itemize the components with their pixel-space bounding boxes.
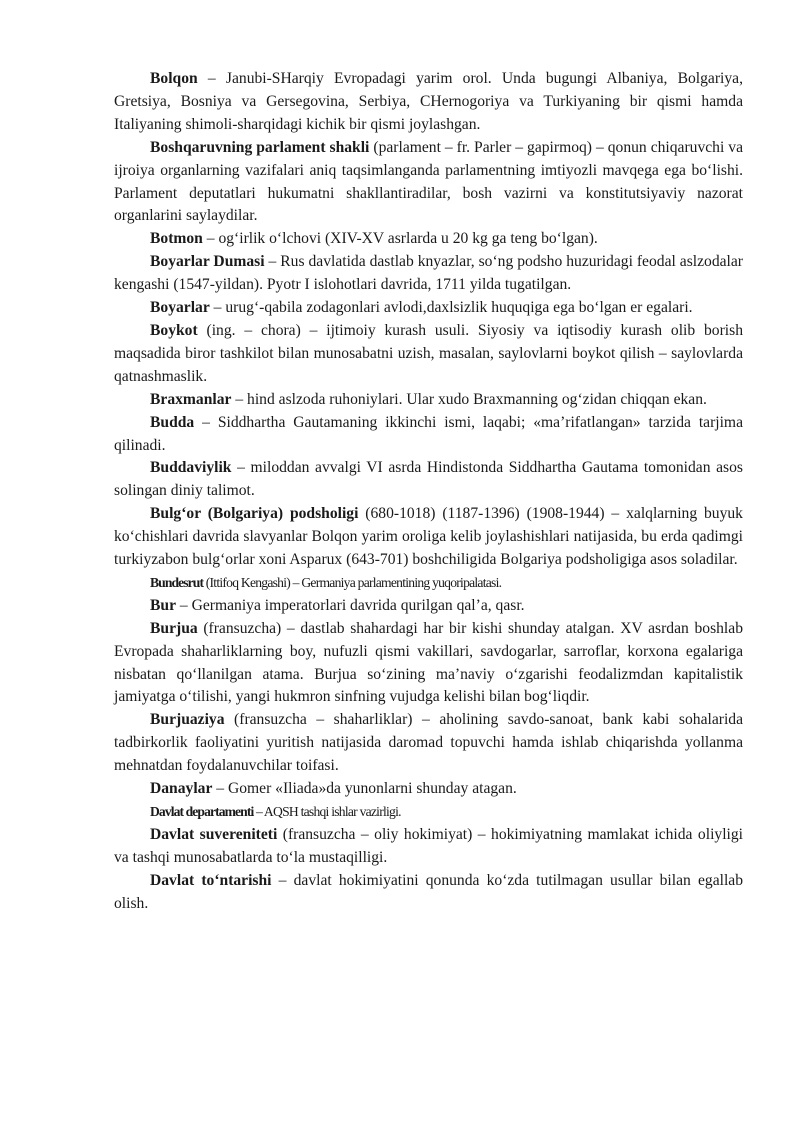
glossary-term: Boyarlar Dumasi xyxy=(150,253,265,271)
glossary-term: Botmon xyxy=(150,230,203,248)
glossary-term: Bulg‘or (Bolgariya) podsholigi xyxy=(150,505,359,523)
glossary-entry xyxy=(114,778,743,801)
glossary-entry xyxy=(114,228,743,251)
glossary-entry xyxy=(114,709,743,778)
glossary-definition: – urug‘-qabila zodagonlari avlodi,daxlsizlik huquqiga ega bo‘lgan er egalari. xyxy=(209,299,693,317)
glossary-entry xyxy=(114,801,743,824)
glossary-definition: (Ittifoq Kengashi) – Germaniya parlamentining yuqoripalatasi. xyxy=(203,574,502,590)
glossary-definition: (fransuzcha) – dastlab shahardagi har bir kishi shunday atalgan. XV asrdan boshlab Evropada shaharliklarning boy, nufuzli qismi vakillari, savdogarlar, sarroflar, korxona egalariga nisbatan qo‘llanilgan atama. Burjua so‘zining ma’naviy o‘zgarishi feodalizmdan kapitalistik jamiyatga o‘tilishi, yangi hukmron sinfning vujudga kelishi bilan bog‘liqdir. xyxy=(114,619,743,706)
glossary-term: Bolqon xyxy=(150,70,198,87)
glossary-term: Burjua xyxy=(150,619,198,637)
glossary-entry xyxy=(114,389,743,412)
glossary-definition: (ing. – chora) – ijtimoiy kurash usuli. Siyosiy va iqtisodiy kurash olib borish maqsadida biror tashkilot bilan munosabatni uzish, masalan, saylovlarni boykot qilish – saylovlarda qatnashmaslik. xyxy=(114,321,743,385)
glossary-term: Davlat departamenti xyxy=(150,804,254,819)
glossary-term: Davlat to‘ntarishi xyxy=(150,871,272,889)
glossary-term: Budda xyxy=(150,413,195,431)
glossary-definition: (parlament – fr. Parler – gapirmoq) – qonun chiqaruvchi va ijroiya organlarning vazifalari aniq taqsimlanganda parlamentning imtiyozli mavqega ega bo‘lishi. Parlament deputatlari hukumatni shakllantiradilar, bosh vazirni va konstitutsiyaviy nazorat organlarini saylaydilar. xyxy=(114,138,743,225)
glossary-definition: – davlat hokimiyatini qonunda ko‘zda tutilmagan usullar bilan egallab olish. xyxy=(114,871,743,912)
glossary-term: Burjuaziya xyxy=(150,711,225,729)
glossary-term: Boshqaruvning parlament shakli xyxy=(150,138,370,156)
glossary-definition: – og‘irlik o‘lchovi (XIV-XV asrlarda u 20 kg ga teng bo‘lgan). xyxy=(202,230,598,248)
glossary-definition: – Gomer «Iliada»da yunonlarni shunday atagan. xyxy=(212,780,517,798)
glossary-definition: – Rus davlatida dastlab knyazlar, so‘ng podsho huzuridagi feodal aslzodalar kengashi (1547-yildan). Pyotr I islohotlari davrida, 1711 yilda tugatilgan. xyxy=(114,253,743,294)
glossary-definition: (fransuzcha – oliy hokimiyat) – hokimiyatning mamlakat ichida oliyligi va tashqi munosabatlarda to‘la mustaqilligi. xyxy=(114,825,743,866)
glossary-term: Bundesrut xyxy=(150,574,204,590)
glossary-body xyxy=(114,68,743,916)
glossary-entry xyxy=(114,572,743,595)
glossary-entry xyxy=(114,137,743,229)
glossary-definition: (fransuzcha – shaharliklar) – aholining savdo-sanoat, bank kabi sohalarida tadbirkorlik faoliyatini yuritish natijasida daromad topuvchi hamda ishlab chiqarishda yollanma mehnatdan foydalanuvchilar toifasi. xyxy=(114,711,743,775)
glossary-entry xyxy=(114,595,743,618)
glossary-term: Braxmanlar xyxy=(150,390,232,408)
glossary-entry xyxy=(114,618,743,710)
glossary-entry xyxy=(114,412,743,458)
glossary-entry xyxy=(114,68,743,137)
glossary-entry xyxy=(114,457,743,503)
glossary-definition: – miloddan avvalgi VI asrda Hindistonda Siddhartha Gautama tomonidan asos solingan diniy talimot. xyxy=(114,459,743,500)
glossary-definition: – Germaniya imperatorlari davrida qurilgan qal’a, qasr. xyxy=(176,596,525,614)
glossary-term: Buddaviylik xyxy=(150,459,232,477)
glossary-term: Boyarlar xyxy=(150,299,210,317)
glossary-term: Danaylar xyxy=(150,780,213,798)
glossary-term: Davlat suvereniteti xyxy=(150,825,278,843)
glossary-entry xyxy=(114,824,743,870)
glossary-entry xyxy=(114,870,743,916)
glossary-definition: – AQSH tashqi ishlar vazirligi. xyxy=(253,804,401,819)
glossary-definition: – Janubi-SHarqiy Evropadagi yarim orol. Unda bugungi Albaniya, Bolgariya, Gretsiya, Bosniya va Gersegovina, Serbiya, CHernogoriya va Turkiyaning bir qismi hamda Italiyaning shimoli-sharqidagi kichik bir qismi joylashgan. xyxy=(114,70,743,133)
glossary-entry xyxy=(114,320,743,389)
glossary-definition: (680-1018) (1187-1396) (1908-1944) – xalqlarning buyuk ko‘chishlari davrida slavyanlar Bolqon yarim oroliga kelib joylashishlari natijasida, bu erda qadimgi turkiyzabon bulg‘orlar xoni Asparux (643-701) boshchiligida Bolgariya podsholigiga asos soladilar. xyxy=(114,505,743,569)
glossary-entry xyxy=(114,503,743,572)
glossary-term: Boykot xyxy=(150,321,198,339)
glossary-term: Bur xyxy=(150,596,176,614)
glossary-entry xyxy=(114,251,743,297)
glossary-definition: – Siddhartha Gautamaning ikkinchi ismi, laqabi; «ma’rifatlangan» tarzida tarjima qilinadi. xyxy=(114,413,743,454)
glossary-entry xyxy=(114,297,743,320)
glossary-definition: – hind aslzoda ruhoniylari. Ular xudo Braxmanning og‘zidan chiqqan ekan. xyxy=(231,390,707,408)
